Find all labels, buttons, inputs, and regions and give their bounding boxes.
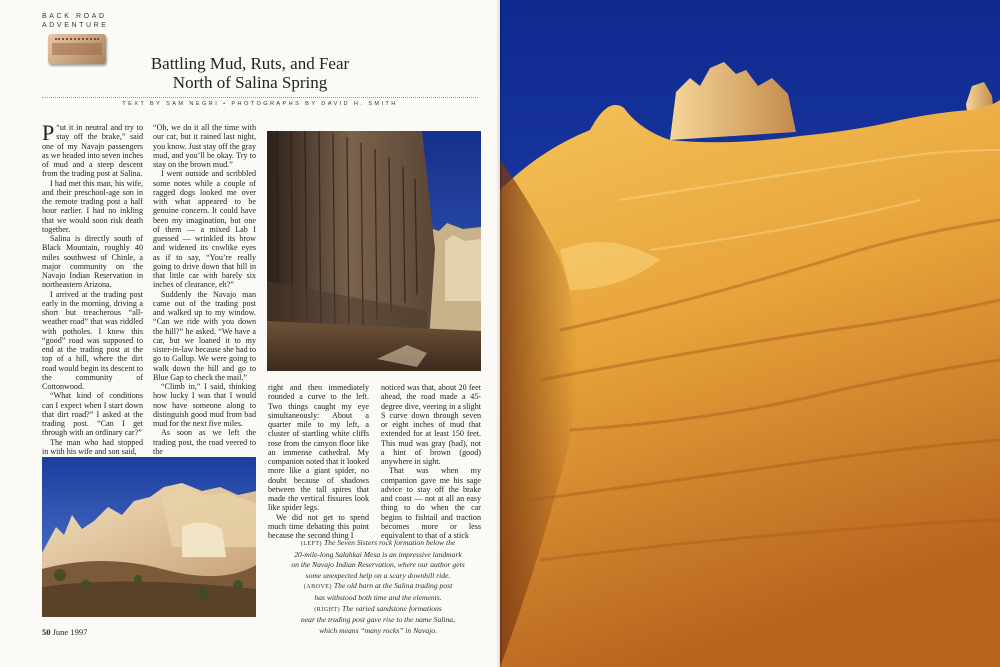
body-column-3: [268, 383, 369, 540]
caption-right-line3: which means “many rocks” in Navajo.: [319, 625, 437, 635]
body-column-2: [153, 123, 256, 455]
caption-left-line4: some unexpected help on a scary downhill ride.: [305, 570, 451, 580]
body-paragraph: “Oh, we do it all the time with our car, but it rained last night, you know. Just stay off the gray mud, and you’ll be okay. Try to stay on the brown mud.”: [153, 123, 256, 169]
body-paragraph: Suddenly the Navajo man came out of the trading post and walked up to my window. “Can we ride with you down the hill?” he asked. “We have a car, but we loaned it to my sister-in-law because she had to go to Gallup. We were going to walk down the hill and go to Blue Gap to check the mail.”: [153, 289, 256, 382]
page-gutter: [496, 0, 502, 667]
body-paragraph: right and then immediately rounded a curve to the left. Two things caught my eye simultaneously: About a quarter mile to my left, a cluster of startling white cliffs rose from the canyon floor like an immense cathedral. My companion noted that it looked more like a giant spider, no doubt because of shadows between the tall spires that made the vertical fissures look like spider legs.: [268, 383, 369, 513]
caption-left-line2: 20-mile-long Salahkai Mesa is an impressive landmark: [294, 549, 462, 559]
license-plate-icon: [48, 34, 106, 64]
article-headline: [120, 54, 380, 92]
headline-line1: Battling Mud, Ruts, and Fear: [150, 54, 350, 73]
page-number: 50: [42, 627, 51, 637]
body-paragraph: As soon as we left the trading post, the road veered to the: [153, 428, 256, 456]
caption-above-line2: has withstood both time and the elements.: [314, 592, 442, 602]
body-column-4: [381, 383, 481, 540]
headline-line2: North of Salina Spring: [172, 73, 328, 92]
body-paragraph: The man who had stopped in with his wife and son said,: [42, 437, 143, 456]
body-paragraph: We did not get to spend much time debating this point because the second thing I: [268, 512, 369, 540]
body-paragraph: I arrived at the trading post early in the morning, driving a short but treacherous “all-weather road” that was riddled with potholes. I knew this “good” road was supposed to end at the trading post at the top of a hill, where the dirt road would begin its descent to the community of Cottonwood.: [42, 289, 143, 391]
section-kicker-line1: BACK ROAD: [42, 13, 107, 20]
caption-left-line1: The Seven Sisters rock formation below the: [323, 538, 456, 547]
body-paragraph: “What kind of conditions can I expect when I start down that dirt road?” I asked at the trading post. “Can I get through with an ordinary car?”: [42, 391, 143, 438]
barn-photo: [267, 131, 481, 371]
body-paragraph: Salina is directly south of Black Mountain, roughly 40 miles southwest of Chinle, a major community on the Navajo Indian Reservation in northeastern Arizona.: [42, 234, 143, 290]
caption-left-line3: on the Navajo Indian Reservation, where our author gets: [291, 560, 465, 570]
section-kicker-line2: ADVENTURE: [42, 22, 109, 29]
photo-captions: [275, 538, 481, 636]
byline: TEXT BY SAM NEGRI • PHOTOGRAPHS BY DAVID H. SMITH: [122, 101, 398, 107]
body-paragraph: I went outside and scribbled some notes while a couple of ragged dogs looked me over with what appeared to be genuine concern. It could have been my imagination, but one of them — a mixed Lab I guessed — wrinkled its brow and widened its cowlike eyes as if to say, “You’re really going to drive down that hill in that little car with barely six inches of clearance, eh?”: [153, 169, 256, 290]
caption-above-line1: The old barn at the Salina trading post: [333, 581, 453, 591]
caption-tag-left: (LEFT): [300, 541, 323, 547]
headline-divider: [42, 97, 478, 98]
opening-quote: “: [56, 123, 60, 132]
page-folio: [42, 627, 87, 637]
body-paragraph: “ P ut it in neutral and try to stay off the brake,” said one of my Navajo passengers as we headed into seven inches of mud and a steep descent from the trading post at Salina.: [42, 120, 143, 179]
body-paragraph: “Climb in,” I said, thinking how lucky I was that I would now have someone along to distinguish good mud from bad mud for the next five miles.: [153, 382, 256, 428]
drop-cap: P: [42, 120, 55, 145]
section-kicker: [42, 12, 109, 30]
caption-right-line2: near the trading post gave rise to the name Salina,: [301, 615, 455, 625]
body-paragraph: noticed was that, about 20 feet ahead, the road made a 45-degree dive, veering in a slight S curve down through seven or eight inches of mud that extended for at least 150 feet. This mud was gray (bad), not a hint of brown (good) anywhere in sight.: [381, 383, 481, 466]
caption-right-line1: The varied sandstone formations: [341, 603, 442, 613]
seven-sisters-photo: [42, 457, 256, 617]
body-paragraph: I had met this man, his wife, and their preschool-age son in the remote trading post a half hour earlier. I had no inkling that we would soon risk death together.: [42, 178, 143, 234]
right-page-sandstone-photo: [500, 0, 1000, 667]
issue-date: June 1997: [52, 627, 88, 637]
body-column-1: [42, 120, 143, 456]
caption-tag-right: (RIGHT): [314, 606, 341, 613]
caption-tag-above: (ABOVE): [303, 584, 332, 591]
body-paragraph: That was when my companion gave me his sage advice to stay off the brake and coast — not at all an easy thing to do when the car begins to fishtail and traction becomes more or less equivalent to that of a stick: [381, 466, 481, 540]
